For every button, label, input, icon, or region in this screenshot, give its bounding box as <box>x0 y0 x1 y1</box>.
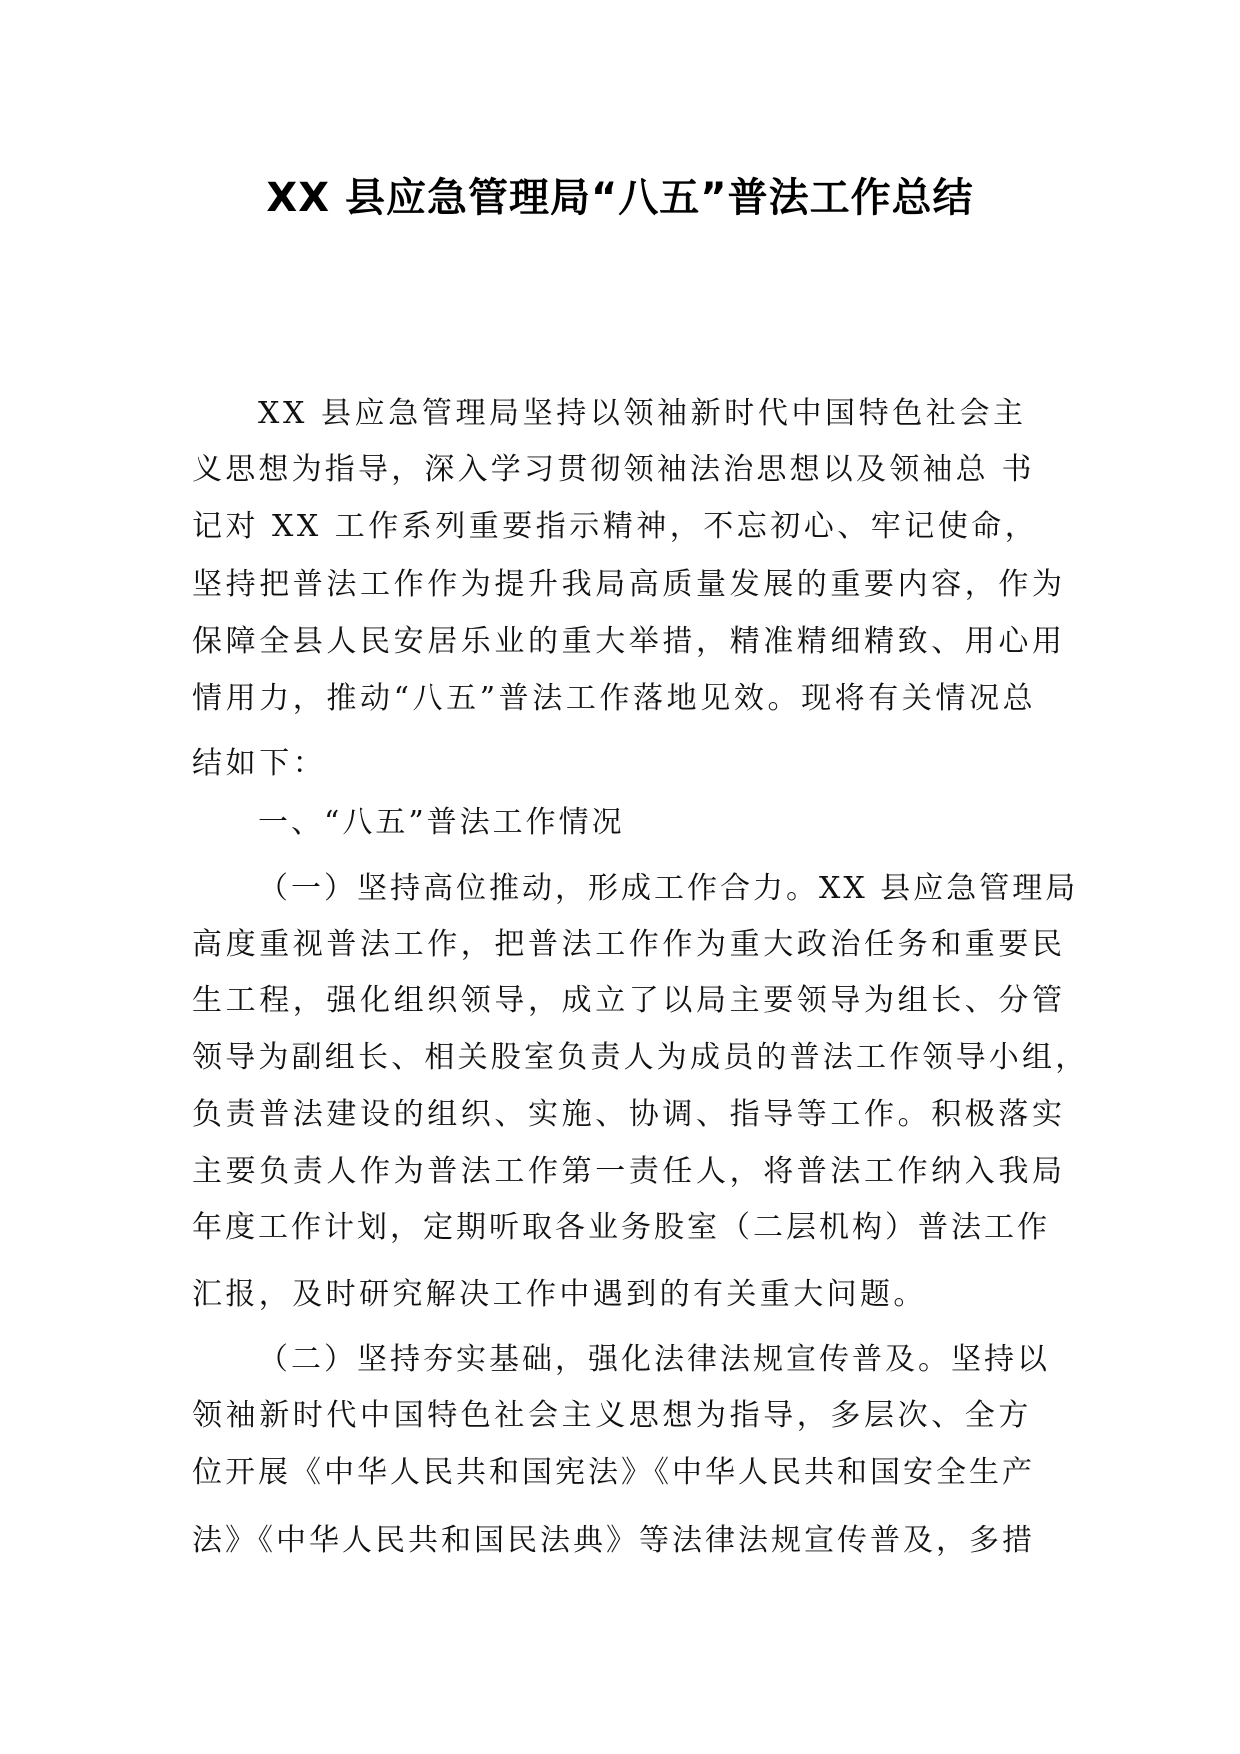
body-line: 位开展《中华人民共和国宪法》《中华人民共和国安全生产 <box>192 1455 1035 1490</box>
section-heading: 一、“八五”普法工作情况 <box>258 805 625 840</box>
body-line: XX 县应急管理局坚持以领袖新时代中国特色社会主 <box>258 396 1027 431</box>
body-line: 情用力，推动“八五”普法工作落地见效。现将有关情况总 <box>192 681 1037 716</box>
body-line: 生工程，强化组织领导，成立了以局主要领导为组长、分管 <box>192 983 1066 1018</box>
body-line: 汇报，及时研究解决工作中遇到的有关重大问题。 <box>192 1277 927 1312</box>
body-line: 法》《中华人民共和国民法典》等法律法规宣传普及，多措 <box>192 1523 1035 1558</box>
body-line: 记对 XX 工作系列重要指示精神，不忘初心、牢记使命， <box>192 509 1039 544</box>
body-line: 高度重视普法工作，把普法工作作为重大政治任务和重要民 <box>192 927 1066 962</box>
body-line: 义思想为指导，深入学习贯彻领袖法治思想以及领袖总 书 <box>192 452 1035 487</box>
body-line: （二）坚持夯实基础，强化法律法规宣传普及。坚持以 <box>258 1342 1050 1377</box>
body-line: 坚持把普法工作作为提升我局高质量发展的重要内容，作为 <box>192 567 1066 602</box>
body-line: 年度工作计划，定期听取各业务股室（二层机构）普法工作 <box>192 1210 1050 1245</box>
body-line: 保障全县人民安居乐业的重大举措，精准精细精致、用心用 <box>192 624 1066 659</box>
body-line: 领袖新时代中国特色社会主义思想为指导，多层次、全方 <box>192 1398 1032 1433</box>
body-line: （一）坚持高位推动，形成工作合力。XX 县应急管理局 <box>258 871 1079 906</box>
body-line: 主要负责人作为普法工作第一责任人，将普法工作纳入我局 <box>192 1154 1066 1189</box>
document-title: XX 县应急管理局“八五”普法工作总结 <box>266 175 974 221</box>
body-line: 领导为副组长、相关股室负责人为成员的普法工作领导小组， <box>192 1040 1089 1075</box>
body-line: 结如下： <box>192 746 327 781</box>
body-line: 负责普法建设的组织、实施、协调、指导等工作。积极落实 <box>192 1097 1066 1132</box>
